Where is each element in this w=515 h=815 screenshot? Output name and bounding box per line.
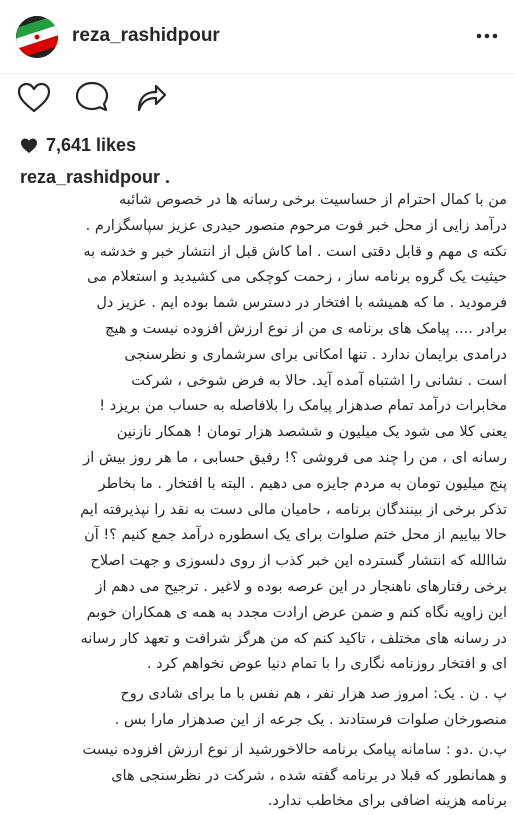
caption-line: حالا بیاییم از محل ختم صلوات برای یک اسطوره درآمد جمع کنیم ؟! آن <box>84 527 507 544</box>
post-username[interactable]: reza_rashidpour <box>72 25 220 46</box>
post-actions <box>0 74 515 124</box>
caption-line: فرمودید . ما که همیشه با افتخار در دسترس شما بوده ایم . عزیز دل <box>96 295 507 312</box>
caption-line: درآمد زایی از محل خبر فوت مرحوم منصور حیدری عزیز سپاسگزارم . <box>85 217 507 234</box>
caption-line: درامدی برایمان ندارد . تنها امکانی برای سرشماری و نظرسنجی <box>124 346 507 363</box>
caption-line: پ . ن . یک: امروز صد هزار نفر ، هم نفس با ما برای شادی روح <box>120 686 507 703</box>
likes-count[interactable] <box>20 135 136 156</box>
heart-filled-icon <box>20 137 38 154</box>
avatar[interactable] <box>16 16 58 58</box>
comment-button[interactable] <box>72 78 112 118</box>
caption-line: مخابرات درآمد تمام صدهزار پیامک را بلافاصله به حساب من بریزد ! <box>99 398 507 415</box>
caption-line: است . نشانی را اشتباه آمده آید. حالا به فرض شوخی ، شرکت <box>131 372 507 389</box>
caption-line: تذکر برخی از بینندگان برنامه ، حامیان مالی دست به نقد را نپذیرفته ایم <box>80 501 507 518</box>
heart-icon <box>14 78 54 118</box>
post-header <box>0 0 515 74</box>
likes-label: 7,641 likes <box>46 135 137 155</box>
caption-line: این زاویه نگاه کنم و ضمن عرض ارادت مجدد به همه ی همکاران خوبم <box>86 604 507 621</box>
share-button[interactable] <box>130 78 170 118</box>
caption-line: حیثیت یک گروه برنامه ساز ، زحمت کوچکی می کشیدید و استعلام می <box>87 269 507 286</box>
caption-line: یعنی کلا می شود یک میلیون و ششصد هزار تومان ! همکار نازنین <box>116 424 507 441</box>
caption-line: من با کمال احترام از حساسیت برخی رسانه ها در خصوص شائبه <box>119 192 507 208</box>
comment-icon <box>72 78 112 118</box>
caption-line: و همانطور که قبلا در برنامه گفته شده ، شرکت در نظرسنجی های <box>111 767 507 784</box>
caption-username[interactable]: reza_rashidpour . <box>20 167 171 187</box>
like-button[interactable] <box>14 78 54 118</box>
caption-line: پنج میلیون تومان به مردم جایزه می دهیم . البته با افتخار . ما بخاطر <box>98 475 507 492</box>
caption-line: نکته ی مهم و قابل دقتی است . اما کاش قبل از انتشار خبر و خدشه به <box>83 243 507 260</box>
caption-line: ای و افتخار روزنامه نگاری را با تمام دنیا عوض نخواهم کرد . <box>146 656 507 673</box>
caption-line: پ.ن .دو : سامانه پیامک برنامه حالاخورشید از نوع ارزش افزوده نیست <box>82 741 507 758</box>
caption-line: رسانه ای ، من را چند می فروشی ؟! رفیق حسابی ، ما هر روز بیش از <box>83 449 507 466</box>
caption-line: برخی رفتارهای ناهنجار در این عرصه بوده و لاغیر . ترجیح می دهم از <box>95 578 507 595</box>
post-caption <box>12 188 507 815</box>
more-options-icon[interactable] <box>473 22 501 50</box>
caption-line: منصورخان صلوات فرستادند . یک جرعه از این صدهزار مارا بس . <box>114 711 507 728</box>
share-icon <box>130 78 170 118</box>
caption-line: در رسانه های مختلف ، تاکید کنم که من هرگز شرافت و تعهد کار رسانه <box>80 630 507 647</box>
caption-line: برادر .... پیامک های برنامه ی من از نوع ارزش افزوده نیست و هیچ <box>105 320 507 337</box>
caption-line: شاالله که انتشار گسترده این خبر کذب از روی دلسوزی و جهت اصلاح <box>90 553 507 570</box>
flag-avatar-icon <box>16 16 58 58</box>
caption-line: برنامه هزینه اضافی برای مخاطب ندارد. <box>267 793 507 810</box>
